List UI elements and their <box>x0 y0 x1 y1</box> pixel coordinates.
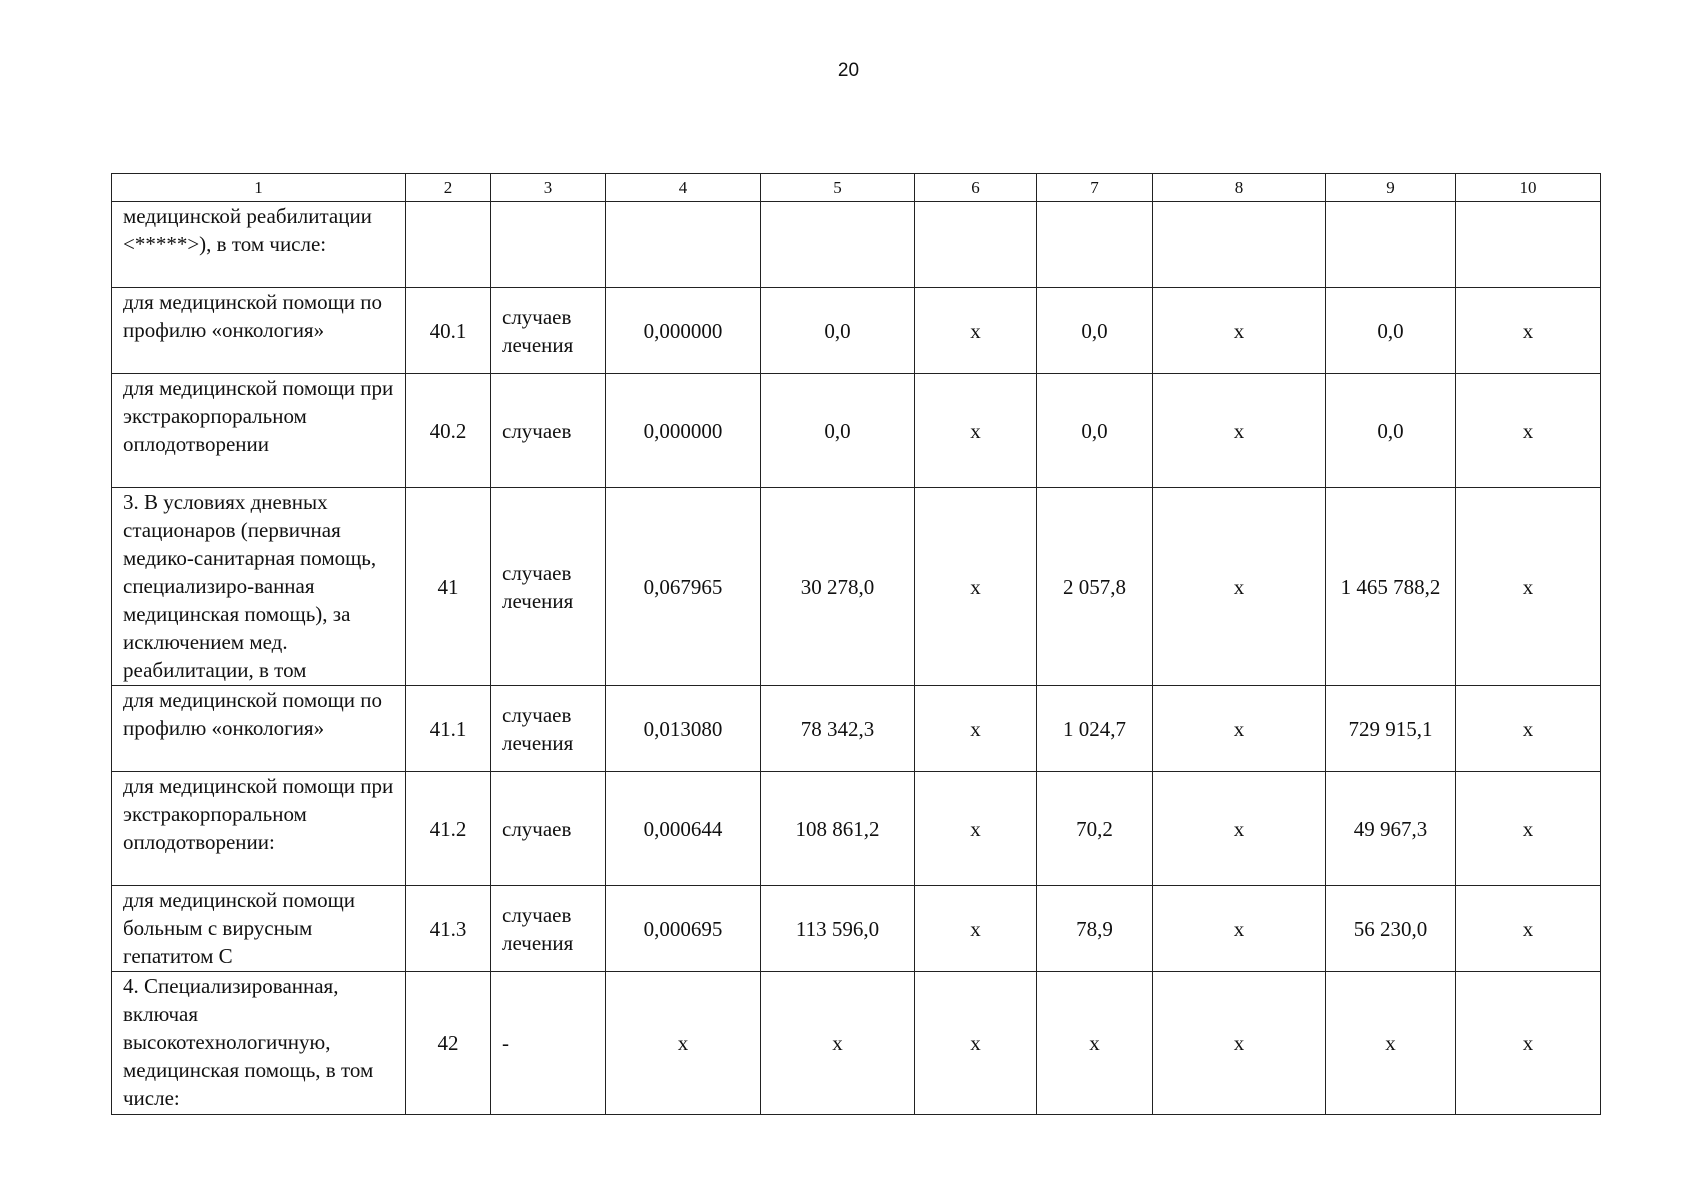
value-cell-col-10 <box>1456 202 1601 288</box>
value-cell-col-4: 0,000644 <box>606 772 761 886</box>
unit-cell: - <box>491 972 606 1115</box>
unit-cell: случаев <box>491 772 606 886</box>
row-description-text: для медицинской помощи по профилю «онкология» <box>123 290 383 342</box>
value-cell-col-7: 1 024,7 <box>1037 686 1153 772</box>
header-cell: 10 <box>1456 174 1601 202</box>
unit-cell: случаев лечения <box>491 686 606 772</box>
header-cell: 6 <box>915 174 1037 202</box>
row-description-cell <box>112 686 406 772</box>
value-cell-col-8: x <box>1153 686 1326 772</box>
row-description-text: для медицинской помощи больным с вирусным гепатитом С <box>123 888 356 968</box>
value-cell-col-10: x <box>1456 772 1601 886</box>
row-code-cell: 40.1 <box>406 288 491 374</box>
value-cell-col-10: x <box>1456 972 1601 1115</box>
value-cell-col-8: x <box>1153 288 1326 374</box>
data-table <box>111 173 1601 1115</box>
value-cell-col-6: x <box>915 886 1037 972</box>
value-cell-col-9: x <box>1326 972 1456 1115</box>
value-cell-col-5: 78 342,3 <box>761 686 915 772</box>
row-description-cell <box>112 972 406 1115</box>
row-code-cell <box>406 202 491 288</box>
row-description-cell <box>112 288 406 374</box>
value-cell-col-5: 0,0 <box>761 374 915 488</box>
table-row <box>112 288 1601 374</box>
row-code-cell: 40.2 <box>406 374 491 488</box>
value-cell-col-8: x <box>1153 772 1326 886</box>
row-code-cell: 41 <box>406 488 491 686</box>
value-cell-col-7: 0,0 <box>1037 374 1153 488</box>
row-code-cell: 41.1 <box>406 686 491 772</box>
value-cell-col-8: x <box>1153 488 1326 686</box>
table-row <box>112 886 1601 972</box>
unit-cell <box>491 202 606 288</box>
value-cell-col-6 <box>915 202 1037 288</box>
row-description-text: 4. Специализированная, включая высокотехнологичную, медицинская помощь, в том числе: <box>123 974 374 1110</box>
row-code-cell: 42 <box>406 972 491 1115</box>
value-cell-col-4: 0,067965 <box>606 488 761 686</box>
row-description-text: для медицинской помощи при экстракорпоральном оплодотворении <box>123 376 394 456</box>
value-cell-col-7: 78,9 <box>1037 886 1153 972</box>
value-cell-col-4: x <box>606 972 761 1115</box>
table-row <box>112 772 1601 886</box>
row-description-text: для медицинской помощи при экстракорпоральном оплодотворении: <box>123 774 394 854</box>
table-row <box>112 972 1601 1115</box>
value-cell-col-10: x <box>1456 686 1601 772</box>
value-cell-col-7: 2 057,8 <box>1037 488 1153 686</box>
value-cell-col-9: 0,0 <box>1326 374 1456 488</box>
table-row <box>112 374 1601 488</box>
value-cell-col-5: 113 596,0 <box>761 886 915 972</box>
value-cell-col-6: x <box>915 288 1037 374</box>
value-cell-col-7: x <box>1037 972 1153 1115</box>
value-cell-col-9 <box>1326 202 1456 288</box>
header-cell: 3 <box>491 174 606 202</box>
row-description-cell <box>112 886 406 972</box>
value-cell-col-4: 0,000000 <box>606 288 761 374</box>
header-cell: 7 <box>1037 174 1153 202</box>
value-cell-col-9: 1 465 788,2 <box>1326 488 1456 686</box>
row-description-cell <box>112 488 406 686</box>
value-cell-col-9: 729 915,1 <box>1326 686 1456 772</box>
row-description-cell <box>112 772 406 886</box>
value-cell-col-8: x <box>1153 374 1326 488</box>
header-row <box>112 174 1601 202</box>
value-cell-col-4 <box>606 202 761 288</box>
row-description-cell <box>112 374 406 488</box>
unit-cell: случаев лечения <box>491 488 606 686</box>
table-row <box>112 488 1601 686</box>
header-cell: 1 <box>112 174 406 202</box>
value-cell-col-4: 0,013080 <box>606 686 761 772</box>
value-cell-col-7 <box>1037 202 1153 288</box>
table-row <box>112 686 1601 772</box>
table-body <box>112 202 1601 1115</box>
value-cell-col-5: x <box>761 972 915 1115</box>
row-code-cell: 41.2 <box>406 772 491 886</box>
value-cell-col-10: x <box>1456 488 1601 686</box>
value-cell-col-8: x <box>1153 886 1326 972</box>
value-cell-col-5 <box>761 202 915 288</box>
value-cell-col-9: 49 967,3 <box>1326 772 1456 886</box>
value-cell-col-6: x <box>915 972 1037 1115</box>
value-cell-col-8 <box>1153 202 1326 288</box>
page-number: 20 <box>837 60 860 81</box>
value-cell-col-4: 0,000000 <box>606 374 761 488</box>
row-code-cell: 41.3 <box>406 886 491 972</box>
value-cell-col-6: x <box>915 772 1037 886</box>
value-cell-col-7: 0,0 <box>1037 288 1153 374</box>
value-cell-col-6: x <box>915 686 1037 772</box>
header-cell: 5 <box>761 174 915 202</box>
row-description-text: для медицинской помощи по профилю «онкология» <box>123 688 383 740</box>
value-cell-col-4: 0,000695 <box>606 886 761 972</box>
unit-cell: случаев лечения <box>491 288 606 374</box>
value-cell-col-5: 0,0 <box>761 288 915 374</box>
header-cell: 9 <box>1326 174 1456 202</box>
value-cell-col-5: 108 861,2 <box>761 772 915 886</box>
header-cell: 4 <box>606 174 761 202</box>
header-cell: 8 <box>1153 174 1326 202</box>
row-description-text: медицинской реабилитации <*****>), в том числе: <box>123 204 372 256</box>
value-cell-col-5: 30 278,0 <box>761 488 915 686</box>
value-cell-col-9: 0,0 <box>1326 288 1456 374</box>
value-cell-col-8: x <box>1153 972 1326 1115</box>
value-cell-col-7: 70,2 <box>1037 772 1153 886</box>
value-cell-col-6: x <box>915 488 1037 686</box>
unit-cell: случаев <box>491 374 606 488</box>
row-description-text: 3. В условиях дневных стационаров (первичная медико-санитарная помощь, специализиро-ванная медицинская помощь), за исключением мед. реабилитации, в том <box>123 490 377 682</box>
value-cell-col-9: 56 230,0 <box>1326 886 1456 972</box>
value-cell-col-10: x <box>1456 886 1601 972</box>
row-description-cell <box>112 202 406 288</box>
value-cell-col-10: x <box>1456 374 1601 488</box>
table-row <box>112 202 1601 288</box>
value-cell-col-6: x <box>915 374 1037 488</box>
value-cell-col-10: x <box>1456 288 1601 374</box>
unit-cell: случаев лечения <box>491 886 606 972</box>
header-cell: 2 <box>406 174 491 202</box>
